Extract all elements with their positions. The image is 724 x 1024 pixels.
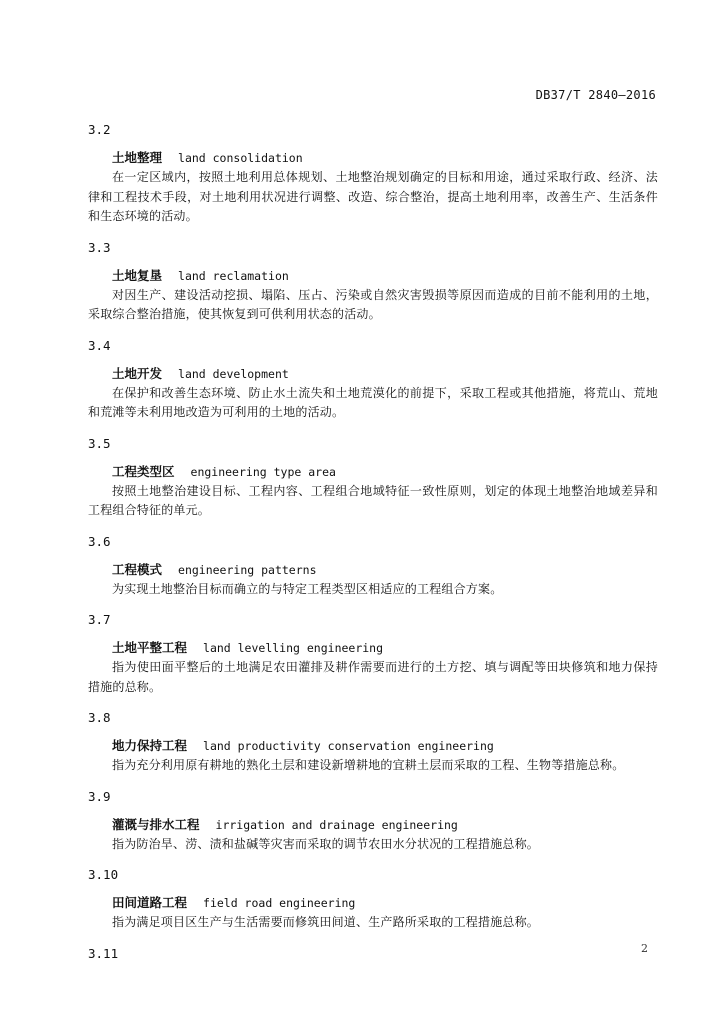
term-english: land consolidation bbox=[178, 151, 303, 165]
term-chinese: 土地复垦 bbox=[112, 267, 163, 283]
term-chinese: 田间道路工程 bbox=[112, 895, 188, 910]
section-3-4 bbox=[88, 336, 658, 423]
section-3-9 bbox=[88, 787, 658, 855]
term-chinese: 工程类型区 bbox=[112, 463, 175, 479]
term-english: engineering type area bbox=[190, 464, 336, 479]
term-definition: 按照土地整治建设目标、工程内容、工程组合地域特征一致性原则，划定的体现土地整治地域差异和工程组合特征的单元。 bbox=[88, 483, 658, 517]
section-3-8 bbox=[88, 708, 658, 776]
term-english: irrigation and drainage engineering bbox=[215, 817, 458, 832]
section-number: 3.4 bbox=[88, 337, 111, 353]
term-line bbox=[112, 148, 658, 168]
section-number: 3.6 bbox=[88, 533, 111, 549]
term-definition: 指为防治旱、涝、渍和盐碱等灾害而采取的调节农田水分状况的工程措施总称。 bbox=[112, 836, 540, 851]
term-line bbox=[112, 364, 658, 384]
term-english: engineering patterns bbox=[178, 562, 317, 577]
term-line bbox=[112, 462, 658, 482]
section-number: 3.11 bbox=[88, 945, 119, 961]
term-line bbox=[112, 638, 658, 658]
term-english: land development bbox=[178, 366, 289, 381]
term-chinese: 工程模式 bbox=[112, 561, 163, 577]
term-english: field road engineering bbox=[203, 896, 356, 910]
term-chinese: 土地平整工程 bbox=[112, 640, 188, 655]
section-3-2 bbox=[88, 120, 658, 227]
term-definition: 指为满足项目区生产与生活需要而修筑田间道、生产路所采取的工程措施总称。 bbox=[112, 915, 540, 929]
term-definition: 在一定区域内，按照土地利用总体规划、土地整治规划确定的目标和用途，通过采取行政、经济、法律和工程技术手段，对土地利用状况进行调整、改造、综合整治，提高土地利用率，改善生产、生活条件和生态环境的活动。 bbox=[88, 170, 658, 223]
term-chinese: 灌溉与排水工程 bbox=[112, 816, 200, 832]
term-line bbox=[112, 893, 658, 913]
section-3-3 bbox=[88, 238, 658, 325]
section-3-5 bbox=[88, 434, 658, 521]
term-chinese: 土地开发 bbox=[112, 365, 163, 381]
term-definition: 为实现土地整治目标而确立的与特定工程类型区相适应的工程组合方案。 bbox=[112, 581, 503, 596]
term-definition: 在保护和改善生态环境、防止水土流失和土地荒漠化的前提下，采取工程或其他措施，将荒山、荒地和荒滩等未利用地改造为可利用的土地的活动。 bbox=[88, 385, 658, 419]
document-body bbox=[88, 120, 658, 975]
term-line bbox=[112, 815, 658, 835]
term-definition: 指为使田面平整后的土地满足农田灌排及耕作需要而进行的土方挖、填与调配等田块修筑和地力保持措施的总称。 bbox=[88, 660, 658, 694]
section-3-6 bbox=[88, 532, 658, 600]
term-line bbox=[112, 560, 658, 580]
standard-code: DB37/T 2840—2016 bbox=[535, 88, 656, 102]
section-number: 3.5 bbox=[88, 435, 111, 451]
term-english: land reclamation bbox=[178, 268, 289, 283]
section-3-10 bbox=[88, 865, 658, 933]
section-3-7 bbox=[88, 610, 658, 697]
term-definition: 指为充分利用原有耕地的熟化土层和建设新增耕地的宜耕土层而采取的工程、生物等措施总称。 bbox=[112, 758, 625, 772]
section-3-11 bbox=[88, 944, 658, 964]
section-number: 3.3 bbox=[88, 239, 111, 255]
page-number: 2 bbox=[641, 942, 648, 955]
term-line bbox=[112, 266, 658, 286]
section-number: 3.7 bbox=[88, 612, 111, 627]
term-definition: 对因生产、建设活动挖损、塌陷、压占、污染或自然灾害毁损等原因而造成的目前不能利用的土地，采取综合整治措施，使其恢复到可供利用状态的活动。 bbox=[88, 287, 658, 321]
term-chinese: 地力保持工程 bbox=[112, 738, 188, 753]
term-chinese: 土地整理 bbox=[112, 150, 163, 165]
section-number: 3.9 bbox=[88, 788, 111, 804]
section-number: 3.8 bbox=[88, 710, 111, 725]
term-english: land productivity conservation engineering bbox=[203, 739, 494, 753]
section-number: 3.2 bbox=[88, 122, 111, 137]
term-english: land levelling engineering bbox=[203, 641, 384, 655]
term-line bbox=[112, 736, 658, 756]
section-number: 3.10 bbox=[88, 867, 119, 882]
